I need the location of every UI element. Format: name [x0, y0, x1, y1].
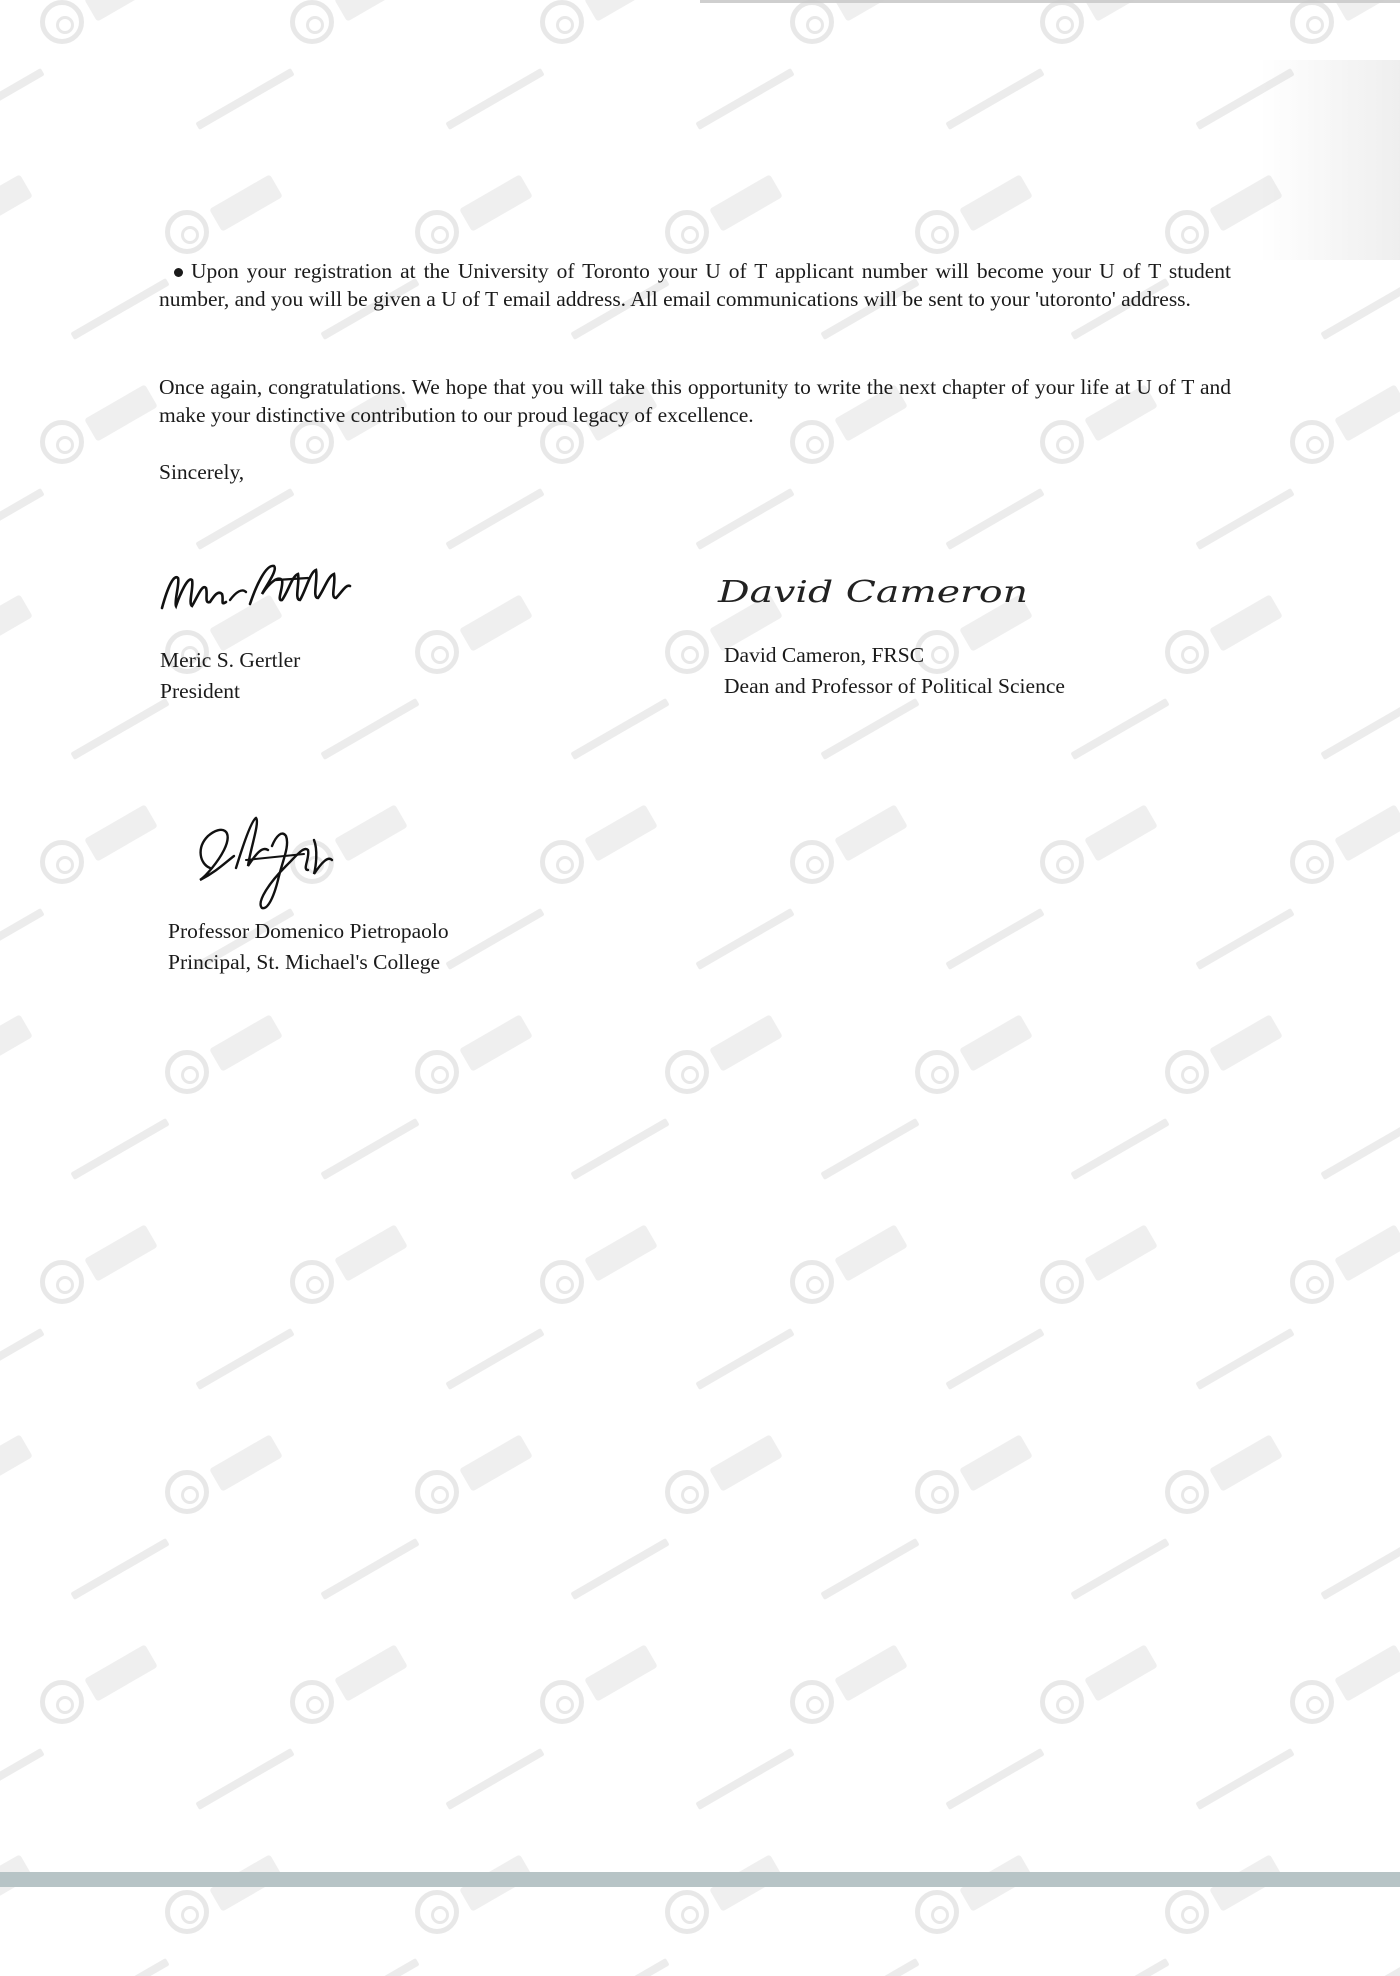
signatory-name: David Cameron, FRSC — [724, 643, 925, 667]
watermark-logo — [0, 1014, 33, 1072]
watermark-strip — [445, 68, 544, 130]
watermark-logo — [834, 1224, 908, 1282]
watermark-seal-icon — [665, 210, 709, 254]
watermark-seal-icon — [915, 1050, 959, 1094]
watermark-strip — [195, 1328, 294, 1390]
watermark-logo — [334, 0, 408, 22]
watermark-strip — [820, 698, 919, 760]
watermark-strip — [320, 1538, 419, 1600]
watermark-seal-icon — [790, 840, 834, 884]
watermark-logo — [959, 1434, 1033, 1492]
watermark-strip — [695, 68, 794, 130]
watermark-strip — [1195, 488, 1294, 550]
watermark-logo — [1334, 1224, 1400, 1282]
watermark-strip — [1320, 1118, 1400, 1180]
watermark-seal-icon — [165, 1470, 209, 1514]
watermark-strip — [195, 488, 294, 550]
scan-shading — [1260, 60, 1400, 260]
bullet-icon — [174, 268, 183, 277]
watermark-logo — [709, 174, 783, 232]
watermark-seal-icon — [415, 1890, 459, 1934]
watermark-logo — [1334, 0, 1400, 22]
watermark-seal-icon — [165, 1050, 209, 1094]
watermark-logo — [0, 594, 33, 652]
watermark-seal-icon — [290, 1680, 334, 1724]
watermark-logo — [709, 1434, 783, 1492]
watermark-seal-icon — [665, 1470, 709, 1514]
watermark-logo — [459, 1434, 533, 1492]
watermark-strip — [570, 1538, 669, 1600]
watermark-seal-icon — [1040, 1680, 1084, 1724]
page-top-edge — [700, 0, 1400, 3]
watermark-logo — [84, 804, 158, 862]
watermark-logo — [709, 1014, 783, 1072]
watermark-seal-icon — [290, 1260, 334, 1304]
watermark-logo — [1084, 1224, 1158, 1282]
watermark-strip — [0, 908, 45, 970]
watermark-seal-icon — [290, 0, 334, 44]
watermark-strip — [1320, 1538, 1400, 1600]
watermark-logo — [459, 1014, 533, 1072]
watermark-seal-icon — [1290, 840, 1334, 884]
watermark-strip — [320, 698, 419, 760]
watermark-strip — [1195, 908, 1294, 970]
watermark-seal-icon — [1040, 840, 1084, 884]
watermark-strip — [1195, 1748, 1294, 1810]
watermark-logo — [84, 1644, 158, 1702]
watermark-logo — [834, 0, 908, 22]
watermark-logo — [84, 0, 158, 22]
watermark-strip — [0, 488, 45, 550]
watermark-strip — [695, 908, 794, 970]
watermark-seal-icon — [40, 1260, 84, 1304]
watermark-strip — [945, 908, 1044, 970]
watermark-strip — [1070, 1958, 1169, 1976]
watermark-seal-icon — [40, 840, 84, 884]
watermark-strip — [570, 1118, 669, 1180]
watermark-strip — [695, 1328, 794, 1390]
signatory-title: President — [160, 679, 241, 703]
watermark-strip — [695, 1748, 794, 1810]
watermark-strip — [195, 68, 294, 130]
sign-off: Sincerely, — [159, 460, 245, 484]
watermark-seal-icon — [165, 1890, 209, 1934]
watermark-strip — [1320, 1958, 1400, 1976]
watermark-strip — [0, 68, 45, 130]
watermark-strip — [195, 1748, 294, 1810]
watermark-strip — [445, 1748, 544, 1810]
watermark-logo — [334, 1644, 408, 1702]
watermark-seal-icon — [915, 1890, 959, 1934]
footer-band — [0, 1872, 1400, 1887]
signatory-gertler — [160, 645, 300, 707]
watermark-seal-icon — [1165, 630, 1209, 674]
watermark-logo — [209, 174, 283, 232]
watermark-strip — [570, 698, 669, 760]
watermark-logo — [1084, 0, 1158, 22]
watermark-strip — [820, 1118, 919, 1180]
signature-pietropaolo — [186, 806, 386, 916]
watermark-logo — [1334, 804, 1400, 862]
watermark-seal-icon — [790, 1260, 834, 1304]
watermark-seal-icon — [540, 0, 584, 44]
watermark-seal-icon — [415, 1050, 459, 1094]
watermark-logo — [584, 804, 658, 862]
watermark-seal-icon — [540, 1260, 584, 1304]
watermark-strip — [445, 908, 544, 970]
watermark-logo — [959, 1014, 1033, 1072]
closing-paragraph: Once again, congratulations. We hope that you will take this opportunity to write the next chapter of your life at U of T and make your distinctive contribution to our proud legacy of excellence. — [159, 375, 1231, 427]
watermark-seal-icon — [1290, 420, 1334, 464]
watermark-seal-icon — [40, 0, 84, 44]
watermark-logo — [209, 1434, 283, 1492]
watermark-logo — [1209, 1014, 1283, 1072]
watermark-seal-icon — [790, 0, 834, 44]
watermark-seal-icon — [1290, 1680, 1334, 1724]
signatory-name: Meric S. Gertler — [160, 648, 301, 672]
watermark-seal-icon — [790, 1680, 834, 1724]
watermark-logo — [1209, 594, 1283, 652]
watermark-strip — [820, 1958, 919, 1976]
watermark-seal-icon — [540, 1680, 584, 1724]
watermark-seal-icon — [40, 420, 84, 464]
watermark-logo — [334, 1224, 408, 1282]
watermark-strip — [945, 488, 1044, 550]
watermark-strip — [445, 488, 544, 550]
signatory-title: Principal, St. Michael's College — [168, 950, 440, 974]
bullet-paragraph-text: Upon your registration at the University of Toronto your U of T applicant number will become your U of T student number, and you will be given a U of T email address. All email communications will be sent to your 'utoronto' address. — [159, 259, 1231, 311]
watermark-strip — [0, 1328, 45, 1390]
signature-cameron-text: David Cameron — [716, 575, 1028, 610]
signatory-cameron — [724, 640, 1065, 702]
watermark-seal-icon — [1040, 1260, 1084, 1304]
watermark-seal-icon — [1165, 1050, 1209, 1094]
watermark-logo — [459, 594, 533, 652]
watermark-strip — [70, 1118, 169, 1180]
watermark-logo — [84, 384, 158, 442]
watermark-seal-icon — [915, 210, 959, 254]
watermark-strip — [70, 698, 169, 760]
watermark-logo — [459, 174, 533, 232]
watermark-strip — [0, 1748, 45, 1810]
watermark-seal-icon — [665, 1890, 709, 1934]
watermark-strip — [1070, 1538, 1169, 1600]
signature-cameron — [712, 556, 1042, 626]
signatory-name: Professor Domenico Pietropaolo — [168, 919, 449, 943]
watermark-logo — [584, 1644, 658, 1702]
signatory-pietropaolo — [168, 916, 449, 978]
watermark-logo — [1084, 1644, 1158, 1702]
watermark-logo — [1084, 804, 1158, 862]
watermark-strip — [945, 68, 1044, 130]
watermark-strip — [1320, 698, 1400, 760]
watermark-seal-icon — [415, 210, 459, 254]
watermark-strip — [695, 488, 794, 550]
watermark-seal-icon — [665, 630, 709, 674]
watermark-seal-icon — [165, 210, 209, 254]
watermark-strip — [70, 1538, 169, 1600]
bullet-paragraph — [159, 258, 1231, 313]
signatory-title: Dean and Professor of Political Science — [724, 674, 1065, 698]
watermark-strip — [320, 1118, 419, 1180]
watermark-strip — [945, 1328, 1044, 1390]
watermark-seal-icon — [665, 1050, 709, 1094]
watermark-strip — [570, 1958, 669, 1976]
watermark-strip — [945, 1748, 1044, 1810]
watermark-logo — [1334, 384, 1400, 442]
watermark-logo — [959, 174, 1033, 232]
watermark-strip — [1320, 278, 1400, 340]
signature-gertler — [158, 556, 378, 616]
watermark-logo — [1209, 1434, 1283, 1492]
watermark-seal-icon — [1040, 0, 1084, 44]
watermark-seal-icon — [1290, 0, 1334, 44]
watermark-strip — [320, 1958, 419, 1976]
watermark-logo — [584, 1224, 658, 1282]
watermark-logo — [834, 804, 908, 862]
watermark-seal-icon — [415, 630, 459, 674]
watermark-strip — [1070, 698, 1169, 760]
watermark-logo — [209, 1014, 283, 1072]
watermark-logo — [84, 1224, 158, 1282]
watermark-strip — [1070, 1118, 1169, 1180]
watermark-logo — [0, 174, 33, 232]
watermark-logo — [584, 0, 658, 22]
watermark-strip — [445, 1328, 544, 1390]
watermark-seal-icon — [1165, 210, 1209, 254]
watermark-strip — [1195, 1328, 1294, 1390]
watermark-strip — [70, 1958, 169, 1976]
watermark-seal-icon — [1290, 1260, 1334, 1304]
watermark-logo — [1334, 1644, 1400, 1702]
watermark-seal-icon — [1165, 1470, 1209, 1514]
watermark-seal-icon — [540, 840, 584, 884]
watermark-logo — [0, 1434, 33, 1492]
watermark-seal-icon — [40, 1680, 84, 1724]
watermark-strip — [70, 278, 169, 340]
watermark-logo — [834, 1644, 908, 1702]
watermark-seal-icon — [915, 1470, 959, 1514]
watermark-seal-icon — [415, 1470, 459, 1514]
watermark-seal-icon — [1165, 1890, 1209, 1934]
watermark-strip — [820, 1538, 919, 1600]
